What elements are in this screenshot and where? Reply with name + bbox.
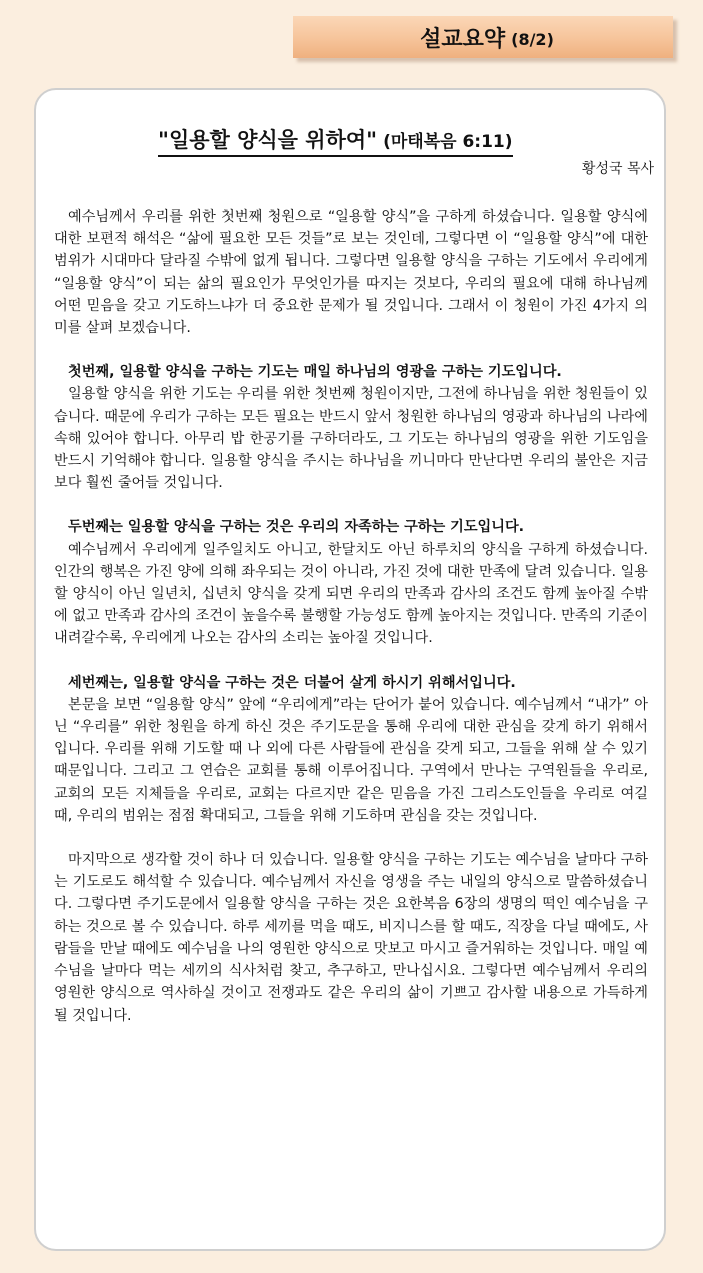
second-point-heading: 두번째는 일용할 양식을 구하는 것은 우리의 자족하는 구하는 기도입니다. [68,519,525,536]
header-banner [293,16,673,58]
intro-paragraph: 예수님께서 우리를 위한 첫번째 청원으로 “일용할 양식”을 구하게 하셨습니다. 일용할 양식에 대한 보편적 해석은 “삶에 필요한 모든 것들”로 보는 것인데, 그렇다면 이 “일용할 양식”에 대한 범위가 시대마다 달라질 수밖에 없게 됩니다. 그렇다면 일용할 양식을 구하는 기도에서 우리에게 “일용할 양식”이 되는 삶의 필요인가 무엇인가를 따지는 것보다, 우리의 필요에 대해 하나님께 어떤 믿음을 갖고 기도하느냐가 더 중요한 문제가 될 것입니다. 그래서 이 청원이 가진 4가지 의미를 살펴 보겠습니다. [54,209,648,337]
third-point-body: 본문을 보면 “일용할 양식” 앞에 “우리에게”라는 단어가 붙어 있습니다. 예수님께서 “내가” 아닌 “우리를” 위한 청원을 하게 하신 것은 주기도문을 통해 우리에 대한 관심을 갖게 하기 위해서입니다. 우리를 위해 기도할 때 나 외에 다른 사람들에 관심을 갖게 되고, 그들을 위해 살 수 있기 때문입니다. 그리고 그 연습은 교회를 통해 이루어집니다. 구역에서 만나는 구역원들을 우리로, 교회의 모든 지체들을 우리로, 교회는 다르지만 같은 믿음을 가진 그리스도인들을 우리로 여길 때, 우리의 범위는 점점 확대되고, 그들을 위해 기도하며 관심을 갖는 것입니다. [54,696,648,824]
bulletin-title: 설교요약 [420,26,506,52]
scripture-reference: (마태복음 6:11) [383,132,513,152]
first-point-heading: 첫번째, 일용할 양식을 구하는 기도는 매일 하나님의 영광을 구하는 기도입니다. [68,364,562,381]
closing-paragraph: 마지막으로 생각할 것이 하나 더 있습니다. 일용할 양식을 구하는 기도는 예수님을 날마다 구하는 기도로도 해석할 수 있습니다. 예수님께서 자신을 영생을 주는 내일의 양식으로 말씀하셨습니다. 그렇다면 주기도문에서 일용할 양식을 구하는 것은 요한복음 6장의 생명의 떡인 예수님을 구하는 것으로 볼 수 있습니다. 하루 세끼를 먹을 때도, 비지니스를 할 때도, 직장을 다닐 때에도, 사람들을 만날 때에도 예수님을 나의 영원한 양식으로 맛보고 마시고 즐거워하는 것입니다. 매일 예수님을 날마다 먹는 세끼의 식사처럼 찾고, 추구하고, 만나십시요. 그렇다면 예수님께서 우리의 영원한 양식으로 역사하실 것이고 전쟁과도 같은 우리의 삶이 기쁘고 감사할 내용으로 가득하게 될 것입니다. [54,852,648,1024]
second-point-body: 예수님께서 우리에게 일주일치도 아니고, 한달치도 아닌 하루치의 양식을 구하게 하셨습니다. 인간의 행복은 가진 양에 의해 좌우되는 것이 아니라, 가진 것에 대한 만족에 달려 있습니다. 일용할 양식이 아닌 일년치, 십년치 양식을 갖게 되면 우리의 만족과 감사의 조건도 함께 높아질 수밖에 없고 만족과 감사의 조건이 높을수록 불행할 가능성도 함께 높아지는 것입니다. 만족의 기준이 내려갈수록, 우리에게 나오는 감사의 소리는 높아질 것입니다. [54,541,648,647]
third-point-heading: 세번째는, 일용할 양식을 구하는 것은 더불어 살게 하시기 위해서입니다. [68,674,516,691]
sermon-title [158,124,513,157]
first-point-body: 일용할 양식을 위한 기도는 우리를 위한 첫번째 청원이지만, 그전에 하나님을 위한 청원들이 있습니다. 때문에 우리가 구하는 모든 필요는 반드시 앞서 청원한 하나님의 영광과 하나님의 나라에 속해 있어야 합니다. 아무리 밥 한공기를 구하더라도, 그 기도는 하나님의 영광을 위한 기도임을 반드시 기억해야 합니다. 일용할 양식을 주시는 하나님을 끼니마다 만난다면 우리의 불안은 지금보다 훨씬 줄어들 것입니다. [54,386,648,492]
bulletin-date: (8/2) [511,29,554,49]
sermon-title-text: "일용할 양식을 위하여" [158,128,378,152]
sermon-card [34,88,666,1251]
sermon-body [54,206,648,1027]
pastor-name: 황성국 목사 [581,161,654,177]
